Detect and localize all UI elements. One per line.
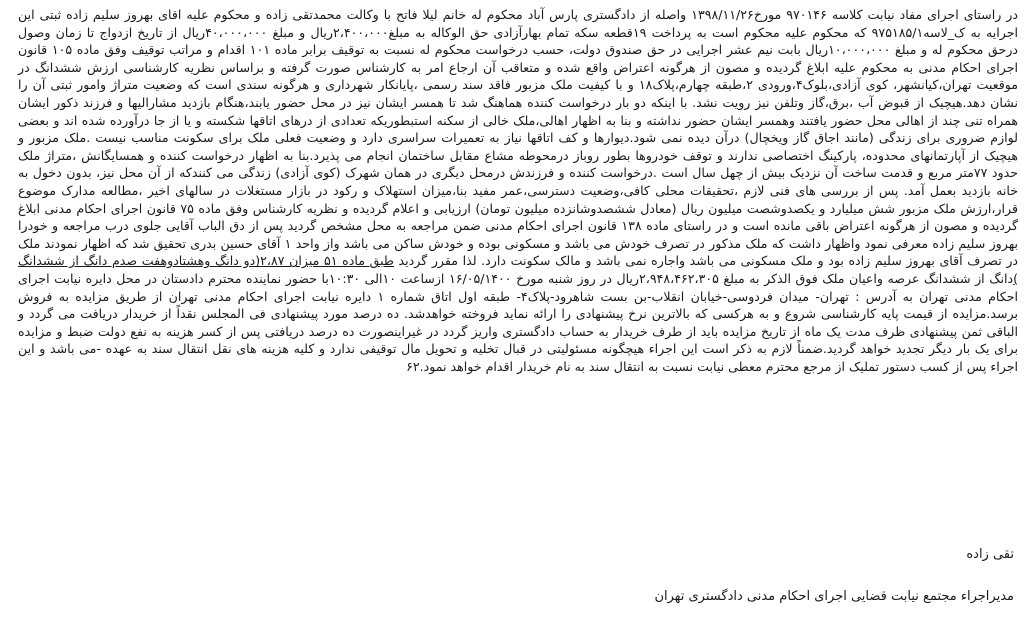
- signature-block: [654, 545, 1014, 607]
- notice-paragraph: [18, 6, 1018, 375]
- notice-text-part-a: در راستای اجرای مفاد نیابت کلاسه ۹۷۰۱۴۶ مورخ۱۳۹۸/۱۱/۲۶ واصله از دادگستری پارس آباد محکوم له خانم لیلا فاتح با وکالت محمدتقی زاده و محکوم علیه اقای بهروز سلیم زاده ثبتی این اجرایه به ک_لاسه۹۷۵۱۸۵/۱ که محکوم علیه محکوم است به پرداخت ۱۹قطعه سکه تمام بهارآزادی حق الوکاله به مبلغ۲،۴۰۰،۰۰۰ریال و مبلغ ۴۰،۰۰۰،۰۰۰ریال از تاریخ ازدواج تا زمان وصول درحق محکوم له و مبلغ ۱۰،۰۰۰،۰۰۰ریال بابت نیم عشر اجرایی در حق صندوق دولت، حسب درخواست محکوم له نسبت به توقیف برابر ماده ۱۰۱ اقدام و مراتب توقیف وفق ماده ۱۰۵ قانون اجرای احکام مدنی به محکوم علیه ابلاغ گردیده و مصون از هرگونه اعتراض واقع شده و متعاقب آن ارجاع امر به کارشناس صورت گرفته و براساس نظریه کارشناسی ارزش ششدانگ در موقعیت تهران،کیانشهر، کوی آزادی،بلوک۴،ورودی ۲،طبقه چهارم،پلاک۱۸ و با کیفیت ملک مزبور فاقد سند رسمی ،پایانکار شهرداری و هرگونه سندی است که وضعیت متراژ وامور ثبتی آن را نشان دهد.هیچیک از قبوض آب ،برق،گاز وتلفن نیز رویت نشد. با اینکه دو بار درخواست کننده هماهنگ شد تا همسر ایشان نیز در محل حضور یابند،هنگام بازدید مشارالیها و فرزند ذکور ایشان همراه تنی چند از اهالی محل حضور یافتند وهمسر ایشان حضور نداشته و بنا به اظهار اهالی،ملک خالی از سکنه استبطوریکه تعدادی از درهای اتاقها شکسته و یا از جا درآورده شده اند و بعضی لوازم ضروری برای زندگی (مانند اجاق گاز ویخچال) درآن دیده نمی شود.دیوارها و کف اتاقها نیاز به تعمیرات سراسری دارد و وضعیت فعلی ملک برای سکونت مناسب نیست .ملک مزبور و هیچیک از آپارتمانهای محدوده، پارکینگ اختصاصی ندارند و توقف خودروها بطور روباز درمحوطه مشاع مقابل ساختمان انجام می پذیرد.بنا به اظهار درخواست کننده و همسایگانش ،متراژ ملک حدود ۷۷متر مربع و قدمت ساخت آن نزدیک بیش از چهل سال است .درخواست کننده و فرزندش درمحل دیگری در همان شهرک (کوی آزادی) زندگی می کنندکه از آن محل نیز، بدون دخول به خانه بازدید بعمل آمد. پس از بررسی های فنی لازم ،تحقیقات محلی کافی،وضعیت دسترسی،عمر مفید بنا،میزان استهلاک و رکود در بازار مستغلات در سالهای اخیر ،مطالعه مدارک موضوع قرار،ارزش ملک مزبور شش میلیارد و یکصدوشصت میلیون ریال (معادل ششصدوشانزده میلیون تومان) ارزیابی و اعلام گردیده و نظریه کارشناس وفق ماده ۷۵ قانون اجرای احکام مدنی ابلاغ گردیده و مصون از هرگونه اعتراض باقی مانده است و در راستای ماده ۱۳۸ قانون اجرای احکام مدنی ضمن مراجعه به محل مشخص گردید پس از دق الباب آقایی جلوی درب مراجعه و خودرا بهروز سلیم زاده معرفی نمود واظهار داشت که ملک مذکور در تصرف خودش می باشد و مسکونی بوده و خودش ساکن می باشد واز واحد ۱ آقای حسین بدری تحقیق شد که اظهار نمودند ملک در تصرف آقای بهروز سلیم زاده بود و ملک مسکونی می باشد واجاره نمی باشد و مالک سکونت دارد. لذا مقرر گردید: [18, 7, 1019, 269]
- court-notice-body: [18, 6, 1018, 375]
- signatory-title: مدیراجراء مجتمع نیابت قضایی اجرای احکام مدنی دادگستری تهران: [654, 589, 1014, 604]
- notice-underlined-share: طبق ماده ۵۱ میزان ۲،۸۷(دو دانگ وهشتادوهفت صدم دانگ از ششدانگ ): [18, 253, 1019, 286]
- notice-text-part-b: دانگ از ششدانگ عرصه واعیان ملک فوق الذکر به مبلغ ۲،۹۴۸،۴۶۲،۳۰۵ریال در روز شنبه مورخ ۱۶/۰۵/۱۴۰۰ ازساعت ۱۰الی ۱۰:۳۰با حضور نماینده محترم دادستان در محل دایره نیابت اجرای احکام مدنی تهران به آدرس : تهران- میدان فردوسی-خیابان انقلاب-بن بست شاهرود-پلاک۴- طبقه اول اتاق شماره ۱ دایره نیابت اجرای احکام مدنی تهران از طریق مزایده به فروش برسد.مزایده از قیمت پایه کارشناسی شروع و به هرکسی که بالاترین نرخ پیشنهادی را ارائه نماید فروخته خواهدشد. ده درصد مورد پیشنهادی فی المجلس نقداً از خریدار دریافت می گردد و الباقی ثمن پیشنهادی ظرف مدت یک ماه از تاریخ مزایده باید از طرف خریدار به حساب دادگستری واریز گردد در غیراینصورت ده درصد دریافتی پس از کسر هزینه به نفع دولت ضبط و مزایده برای یک بار دیگر تجدید خواهد گردید.ضمناً لازم به ذکر است این اجراء هیچگونه مسئولیتی در قبال تخلیه و تحویل مال توقیفی ندارد و کلیه هزینه های نقل انتقال سند به عهده -می باشد و این اجراء پس از کسب دستور تملیک از مرجع محترم معطی نیابت نسبت به انتقال سند به نام خریدار اقدام خواهد نمود.۶۲: [18, 270, 1019, 374]
- signatory-name: تقی زاده: [966, 547, 1014, 562]
